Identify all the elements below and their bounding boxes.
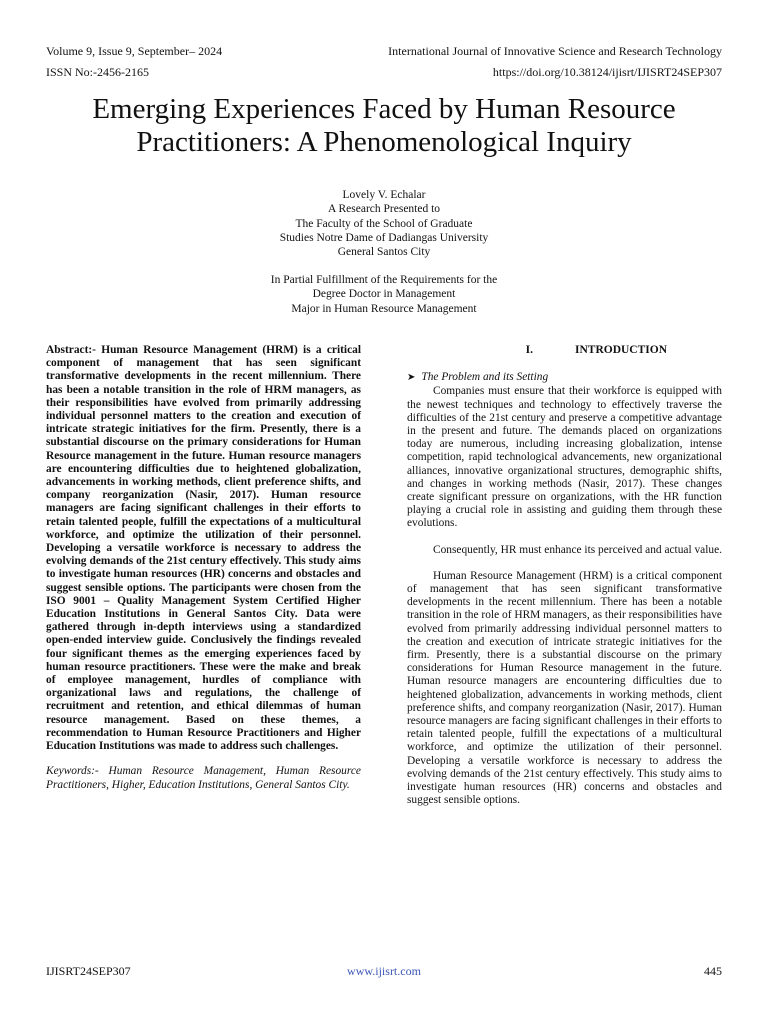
subsection-title: The Problem and its Setting xyxy=(421,371,549,384)
fulfillment-line-2: Degree Doctor in Management xyxy=(312,288,456,301)
abstract-text: Abstract:- Human Resource Management (HRM) is a critical component of management that has seen significant transformative developments in the recent millennium. There has been a notable transition in the role of HRM managers, as their responsibilities have evolved from primarily addressing individual personnel matters to the creation and execution of intricate strategic initiatives for the firm. Presently, there is a substantial discourse on the primary considerations for Human Resource management in the future. Human resource managers are encountering difficulties due to heightened globalization, advancements in working methods, client preference shifts, and company reorganization (Nasir, 2017). Human resource managers are facing significant challenges in their efforts to retain talented people, fulfill the expectations of a multicultural workforce, and optimize the utilization of their personnel. Developing a versatile workforce is necessary to address the evolving demands of the 21st century effectively. This study aims to investigate human resources (HR) concerns and obstacles and suggest sensible options. The participants were chosen from the ISO 9001 – Quality Management System Certified Higher Education Institutions in General Santos City. Data were gathered through in-depth interviews using a standardized open-ended interview guide. Conclusively the findings revealed four significant themes as the emerging experiences faced by human resource practitioners. These were the make and break of employee management, hurdles of compliance with organizational laws and regulations, the challenge of recruitment and retention, and ethical dilemmas of human resource management. Based on these themes, a recommendation to Human Resource Practitioners and Higher Education Institutions was made to address such challenges. xyxy=(46,344,361,753)
volume-info: Volume 9, Issue 9, September– 2024 xyxy=(46,44,223,58)
abstract-column xyxy=(46,344,361,792)
fulfillment-line-1: In Partial Fulfillment of the Requirements for the xyxy=(270,274,498,286)
section-number: I. xyxy=(525,344,533,356)
author-line-1: A Research Presented to xyxy=(327,203,441,216)
author-line-4: General Santos City xyxy=(337,246,431,259)
paper-title xyxy=(30,93,738,159)
journal-name: International Journal of Innovative Science and Research Technology xyxy=(388,44,722,58)
title-line-2: Practitioners: A Phenomenological Inquiry xyxy=(136,126,632,158)
section-title: INTRODUCTION xyxy=(575,344,668,356)
subsection-heading xyxy=(407,371,722,384)
intro-paragraph-2: Consequently, HR must enhance its perceived and actual value. xyxy=(433,543,722,556)
footer-code: IJISRT24SEP307 xyxy=(46,964,131,978)
doi-link[interactable]: https://doi.org/10.38124/ijisrt/IJISRT24SEP307 xyxy=(492,65,722,79)
author-line-2: The Faculty of the School of Graduate xyxy=(295,217,473,230)
section-heading xyxy=(407,344,722,357)
keywords: Keywords:- Human Resource Management, Human Resource Practitioners, Higher, Education Institutions, General Santos City. xyxy=(46,765,361,791)
title-line-1: Emerging Experiences Faced by Human Resource xyxy=(92,93,676,125)
arrow-bullet-icon: ➤ xyxy=(407,372,416,384)
introduction-column xyxy=(407,344,722,808)
fulfillment-line-3: Major in Human Resource Management xyxy=(291,302,477,315)
intro-paragraph-3: Human Resource Management (HRM) is a critical component of management that has seen significant transformative developments in the recent millennium. There has been a notable transition in the role of HRM managers, as their responsibilities have evolved from primarily addressing individual personnel matters to the creation and execution of intricate strategic initiatives for the firm. Presently, there is a substantial discourse on the primary considerations for Human Resource management in the future. Human resource managers are encountering difficulties due to heightened globalization, advancements in working methods, client preference shifts, and company reorganization (Nasir, 2017). Human resource managers are facing significant challenges in their efforts to retain talented people, fulfill the expectations of a multicultural workforce, and optimize the utilization of their personnel. Developing a versatile workforce is necessary to address the evolving demands of the 21st century effectively. This study aims to investigate human resources (HR) concerns and obstacles and suggest sensible options. xyxy=(407,569,722,807)
author-line-3: Studies Notre Dame of Dadiangas University xyxy=(279,231,489,244)
issn: ISSN No:-2456-2165 xyxy=(46,65,150,79)
page-number: 445 xyxy=(704,964,722,978)
author-name: Lovely V. Echalar xyxy=(342,189,426,201)
intro-paragraph-1: Companies must ensure that their workforce is equipped with the newest techniques and technology to effectively traverse the difficulties of the 21st century and preserve a competitive advantage in the present and future. The demands placed on organizations today are numerous, including increasing globalization, intense competition, rapid technological advancements, new organizational alliances, innovative organizational structures, demographic shifts, and changes in working methods (Nasir, 2017). These changes create significant pressure on organizations, with the HR function playing a crucial role in assisting and guiding them through these evolutions. xyxy=(407,385,722,530)
footer-website-link[interactable]: www.ijisrt.com xyxy=(347,964,421,978)
author-block xyxy=(134,188,634,259)
fulfillment-block xyxy=(134,273,634,316)
